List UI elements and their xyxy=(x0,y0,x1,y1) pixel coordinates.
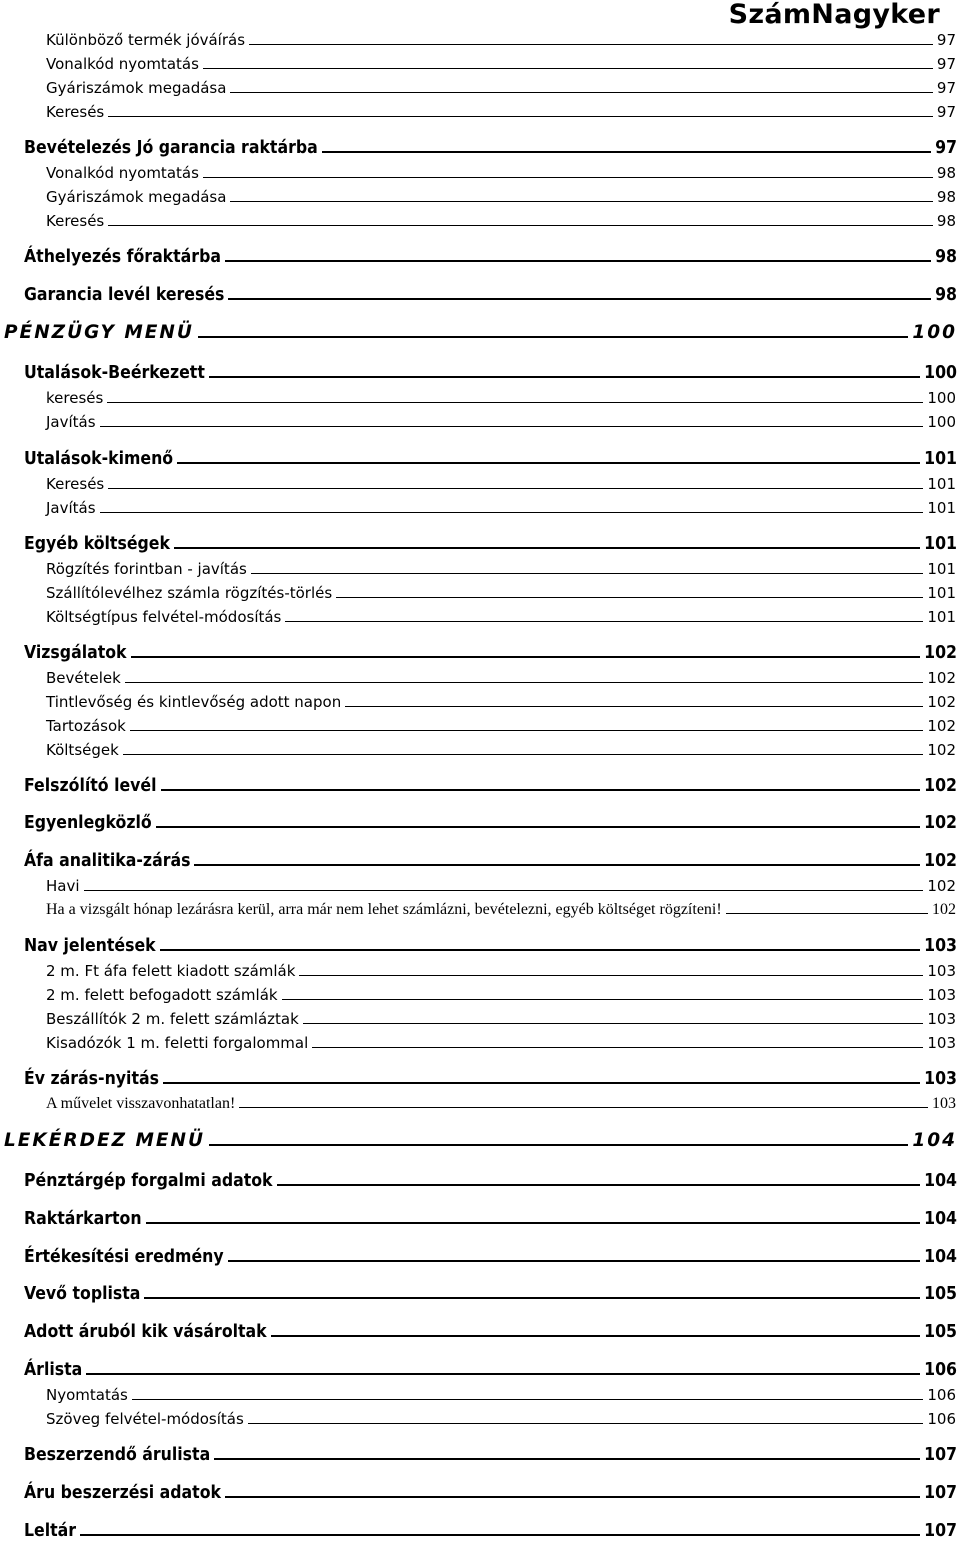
toc-subsection[interactable] xyxy=(46,389,956,407)
toc-page-number: 98 xyxy=(935,246,957,267)
toc-section[interactable] xyxy=(24,138,957,159)
toc-chapter[interactable] xyxy=(4,1130,957,1152)
toc-page-number: 105 xyxy=(924,1283,957,1304)
toc-leader-line xyxy=(160,949,920,951)
toc-page-number: 101 xyxy=(924,448,957,469)
toc-page-number: 106 xyxy=(924,1359,957,1380)
toc-entry-title: Nyomtatás xyxy=(46,1386,128,1404)
toc-page-number: 97 xyxy=(936,79,956,97)
toc-leader-line xyxy=(228,298,931,300)
toc-subsection[interactable] xyxy=(46,55,956,73)
toc-entry-title: Szállítólevélhez számla rögzítés-törlés xyxy=(46,584,333,602)
toc-entry-title: Havi xyxy=(46,877,80,895)
toc-entry-title: Tintlevőség és kintlevőség adott napon xyxy=(46,693,342,711)
toc-leader-line xyxy=(84,890,924,891)
toc-subsection[interactable] xyxy=(46,741,956,759)
toc-entry-title: Garancia levél keresés xyxy=(24,284,225,305)
toc-entry-title: Leltár xyxy=(24,1520,77,1541)
toc-subsection[interactable] xyxy=(46,1010,956,1028)
toc-leader-line xyxy=(303,1023,924,1024)
toc-entry-title: Költségtípus felvétel-módosítás xyxy=(46,608,282,626)
toc-entry-title: Kisadózók 1 m. feletti forgalommal xyxy=(46,1034,309,1052)
toc-subsection[interactable] xyxy=(46,901,956,919)
toc-page-number: 104 xyxy=(924,1208,957,1229)
toc-page-number: 105 xyxy=(924,1321,957,1342)
toc-page-number: 103 xyxy=(927,962,956,980)
toc-section[interactable] xyxy=(24,1069,957,1090)
toc-entry-title: Költségek xyxy=(46,741,119,759)
toc-subsection[interactable] xyxy=(46,986,956,1004)
toc-subsection[interactable] xyxy=(46,877,956,895)
toc-chapter[interactable] xyxy=(4,322,957,344)
toc-entry-title: Egyéb költségek xyxy=(24,533,170,554)
toc-page-number: 102 xyxy=(927,717,956,735)
toc-page-number: 97 xyxy=(936,31,956,49)
toc-leader-line xyxy=(123,754,924,755)
toc-subsection[interactable] xyxy=(46,31,956,49)
toc-leader-line xyxy=(228,1260,921,1262)
toc-page-number: 100 xyxy=(924,362,957,383)
toc-page-number: 102 xyxy=(927,669,956,687)
toc-page-number: 101 xyxy=(927,560,956,578)
toc-page-number: 103 xyxy=(924,1068,957,1089)
toc-subsection[interactable] xyxy=(46,212,956,230)
brand-title: SzámNagyker xyxy=(728,0,940,30)
toc-entry-title: Áthelyezés főraktárba xyxy=(24,246,221,267)
toc-leader-line xyxy=(125,682,924,683)
toc-subsection[interactable] xyxy=(46,164,956,182)
toc-subsection[interactable] xyxy=(46,962,956,980)
toc-subsection[interactable] xyxy=(46,1095,956,1113)
toc-entry-title: Különböző termék jóváírás xyxy=(46,31,246,49)
toc-leader-line xyxy=(146,1222,921,1224)
toc-subsection[interactable] xyxy=(46,1410,956,1428)
toc-page-number: 98 xyxy=(936,188,956,206)
toc-leader-line xyxy=(277,1184,921,1186)
toc-subsection[interactable] xyxy=(46,669,956,687)
toc-page-number: 107 xyxy=(924,1482,957,1503)
toc-entry-title: Vonalkód nyomtatás xyxy=(46,55,199,73)
toc-leader-line xyxy=(132,1399,924,1400)
toc-entry-title: PÉNZÜGY MENÜ xyxy=(4,321,194,343)
toc-leader-line xyxy=(107,402,923,403)
toc-subsection[interactable] xyxy=(46,499,956,517)
toc-section[interactable] xyxy=(24,534,957,555)
toc-entry-title: Bevételezés Jó garancia raktárba xyxy=(24,137,318,158)
toc-entry-title: 2 m. Ft áfa felett kiadott számlák xyxy=(46,962,296,980)
toc-page-number: 98 xyxy=(935,284,957,305)
toc-leader-line xyxy=(271,1335,920,1337)
toc-page-number: 103 xyxy=(927,986,956,1004)
toc-leader-line xyxy=(130,730,924,731)
toc-page-number: 102 xyxy=(927,877,956,895)
toc-leader-line xyxy=(249,44,933,45)
toc-entry-title: Nav jelentések xyxy=(24,935,156,956)
toc-page-number: 104 xyxy=(924,1246,957,1267)
toc-entry-title: Árlista xyxy=(24,1359,83,1380)
toc-entry-title: Keresés xyxy=(46,103,105,121)
toc-section[interactable] xyxy=(24,285,957,306)
toc-subsection[interactable] xyxy=(46,608,956,626)
toc-entry-title: Utalások-kimenő xyxy=(24,448,174,469)
toc-subsection[interactable] xyxy=(46,475,956,493)
toc-page-number: 100 xyxy=(927,389,956,407)
toc-subsection[interactable] xyxy=(46,1034,956,1052)
toc-entry-title: Ha a vizsgált hónap lezárásra kerül, arra már nem lehet számlázni, bevételezni, egyéb költséget rögzíteni! xyxy=(46,901,722,918)
toc-page-number: 103 xyxy=(927,1034,956,1052)
toc-section[interactable] xyxy=(24,1445,957,1466)
toc-entry-title: Adott áruból kik vásároltak xyxy=(24,1321,267,1342)
toc-entry-title: Beszállítók 2 m. felett számláztak xyxy=(46,1010,299,1028)
toc-subsection[interactable] xyxy=(46,1386,956,1404)
toc-subsection[interactable] xyxy=(46,103,956,121)
toc-leader-line xyxy=(230,92,932,93)
toc-leader-line xyxy=(177,462,920,464)
toc-section[interactable] xyxy=(24,363,957,384)
toc-leader-line xyxy=(198,336,908,338)
toc-page-number: 97 xyxy=(935,137,957,158)
toc-leader-line xyxy=(156,826,920,828)
toc-page-number: 104 xyxy=(924,1170,957,1191)
toc-entry-title: Vonalkód nyomtatás xyxy=(46,164,199,182)
toc-leader-line xyxy=(108,488,923,489)
toc-entry-title: Keresés xyxy=(46,475,105,493)
toc-page-number: 101 xyxy=(927,584,956,602)
toc-entry-title: 2 m. felett befogadott számlák xyxy=(46,986,278,1004)
toc-subsection[interactable] xyxy=(46,188,956,206)
toc-leader-line xyxy=(299,975,923,976)
toc-page-number: 98 xyxy=(936,164,956,182)
toc-entry-title: Vizsgálatok xyxy=(24,642,127,663)
toc-section[interactable] xyxy=(24,1322,957,1343)
toc-entry-title: Beszerzendő árulista xyxy=(24,1444,211,1465)
toc-entry-title: Felszólító levél xyxy=(24,775,157,796)
toc-subsection[interactable] xyxy=(46,560,956,578)
toc-section[interactable] xyxy=(24,1360,957,1381)
toc-entry-title: A művelet visszavonhatatlan! xyxy=(46,1095,236,1112)
toc-entry-title: keresés xyxy=(46,389,104,407)
toc-page-number: 100 xyxy=(912,321,957,343)
toc-leader-line xyxy=(282,999,924,1000)
toc-page-number: 102 xyxy=(932,901,956,918)
toc-leader-line xyxy=(230,201,932,202)
toc-page-number: 107 xyxy=(924,1520,957,1541)
toc-subsection[interactable] xyxy=(46,79,956,97)
toc-leader-line xyxy=(194,864,920,866)
toc-leader-line xyxy=(203,68,933,69)
toc-page-number: 102 xyxy=(927,693,956,711)
toc-leader-line xyxy=(108,225,933,226)
toc-leader-line xyxy=(108,116,933,117)
toc-page-number: 102 xyxy=(924,812,957,833)
toc-leader-line xyxy=(209,376,920,378)
toc-leader-line xyxy=(336,597,923,598)
toc-section[interactable] xyxy=(24,1483,957,1504)
toc-leader-line xyxy=(248,1423,924,1424)
toc-leader-line xyxy=(214,1458,920,1460)
toc-leader-line xyxy=(100,426,924,427)
toc-page-number: 102 xyxy=(924,775,957,796)
toc-entry-title: Év zárás-nyitás xyxy=(24,1068,159,1089)
toc-section[interactable] xyxy=(24,449,957,470)
toc-entry-title: Áfa analitika-zárás xyxy=(24,850,191,871)
toc-leader-line xyxy=(225,1496,920,1498)
toc-leader-line xyxy=(131,656,921,658)
toc-leader-line xyxy=(312,1047,923,1048)
toc-subsection[interactable] xyxy=(46,717,956,735)
toc-subsection[interactable] xyxy=(46,584,956,602)
toc-entry-title: LEKÉRDEZ MENÜ xyxy=(4,1129,206,1151)
toc-entry-title: Vevő toplista xyxy=(24,1283,141,1304)
toc-page-number: 100 xyxy=(927,413,956,431)
toc-entry-title: Keresés xyxy=(46,212,105,230)
toc-leader-line xyxy=(163,1082,920,1084)
toc-entry-title: Pénztárgép forgalmi adatok xyxy=(24,1170,273,1191)
toc-page-number: 101 xyxy=(927,475,956,493)
toc-leader-line xyxy=(345,706,923,707)
toc-page-number: 101 xyxy=(924,533,957,554)
toc-leader-line xyxy=(161,789,921,791)
toc-entry-title: Egyenlegközlő xyxy=(24,812,152,833)
toc-page-number: 104 xyxy=(912,1129,957,1151)
toc-leader-line xyxy=(726,913,928,914)
toc-leader-line xyxy=(100,512,924,513)
toc-leader-line xyxy=(251,573,924,574)
toc-subsection[interactable] xyxy=(46,413,956,431)
toc-section[interactable] xyxy=(24,1284,957,1305)
toc-page-number: 98 xyxy=(936,212,956,230)
toc-page-number: 103 xyxy=(927,1010,956,1028)
toc-page-number: 103 xyxy=(932,1095,956,1112)
toc-entry-title: Utalások-Beérkezett xyxy=(24,362,205,383)
toc-section[interactable] xyxy=(24,247,957,268)
toc-leader-line xyxy=(80,1534,920,1536)
toc-entry-title: Javítás xyxy=(46,413,96,431)
toc-leader-line xyxy=(239,1107,928,1108)
toc-subsection[interactable] xyxy=(46,693,956,711)
toc-page-number: 101 xyxy=(927,608,956,626)
toc-section[interactable] xyxy=(24,1171,957,1192)
toc-leader-line xyxy=(322,151,931,153)
toc-page-number: 102 xyxy=(927,741,956,759)
toc-leader-line xyxy=(174,547,920,549)
toc-page-number: 97 xyxy=(936,55,956,73)
toc-section[interactable] xyxy=(24,1521,957,1542)
toc-section[interactable] xyxy=(24,1247,957,1268)
toc-leader-line xyxy=(144,1297,920,1299)
toc-leader-line xyxy=(203,177,933,178)
toc-section[interactable] xyxy=(24,851,957,872)
toc-entry-title: Tartozások xyxy=(46,717,126,735)
toc-leader-line xyxy=(225,260,931,262)
toc-entry-title: Javítás xyxy=(46,499,96,517)
toc-page-number: 101 xyxy=(927,499,956,517)
toc-section[interactable] xyxy=(24,776,957,797)
toc-section[interactable] xyxy=(24,643,957,664)
toc-entry-title: Gyáriszámok megadása xyxy=(46,79,227,97)
toc-entry-title: Raktárkarton xyxy=(24,1208,142,1229)
toc-leader-line xyxy=(285,621,923,622)
toc-page-number: 102 xyxy=(924,850,957,871)
toc-leader-line xyxy=(86,1373,920,1375)
toc-section[interactable] xyxy=(24,813,957,834)
toc-entry-title: Bevételek xyxy=(46,669,121,687)
toc-section[interactable] xyxy=(24,936,957,957)
toc-leader-line xyxy=(209,1144,908,1146)
toc-entry-title: Gyáriszámok megadása xyxy=(46,188,227,206)
toc-entry-title: Rögzítés forintban - javítás xyxy=(46,560,247,578)
toc-entry-title: Értékesítési eredmény xyxy=(24,1246,224,1267)
toc-entry-title: Áru beszerzési adatok xyxy=(24,1482,221,1503)
toc-page-number: 106 xyxy=(927,1386,956,1404)
toc-page-number: 103 xyxy=(924,935,957,956)
toc-page-number: 107 xyxy=(924,1444,957,1465)
toc-section[interactable] xyxy=(24,1209,957,1230)
toc-page-number: 102 xyxy=(924,642,957,663)
toc-entry-title: Szöveg felvétel-módosítás xyxy=(46,1410,244,1428)
toc-page-number: 106 xyxy=(927,1410,956,1428)
toc-page-number: 97 xyxy=(936,103,956,121)
